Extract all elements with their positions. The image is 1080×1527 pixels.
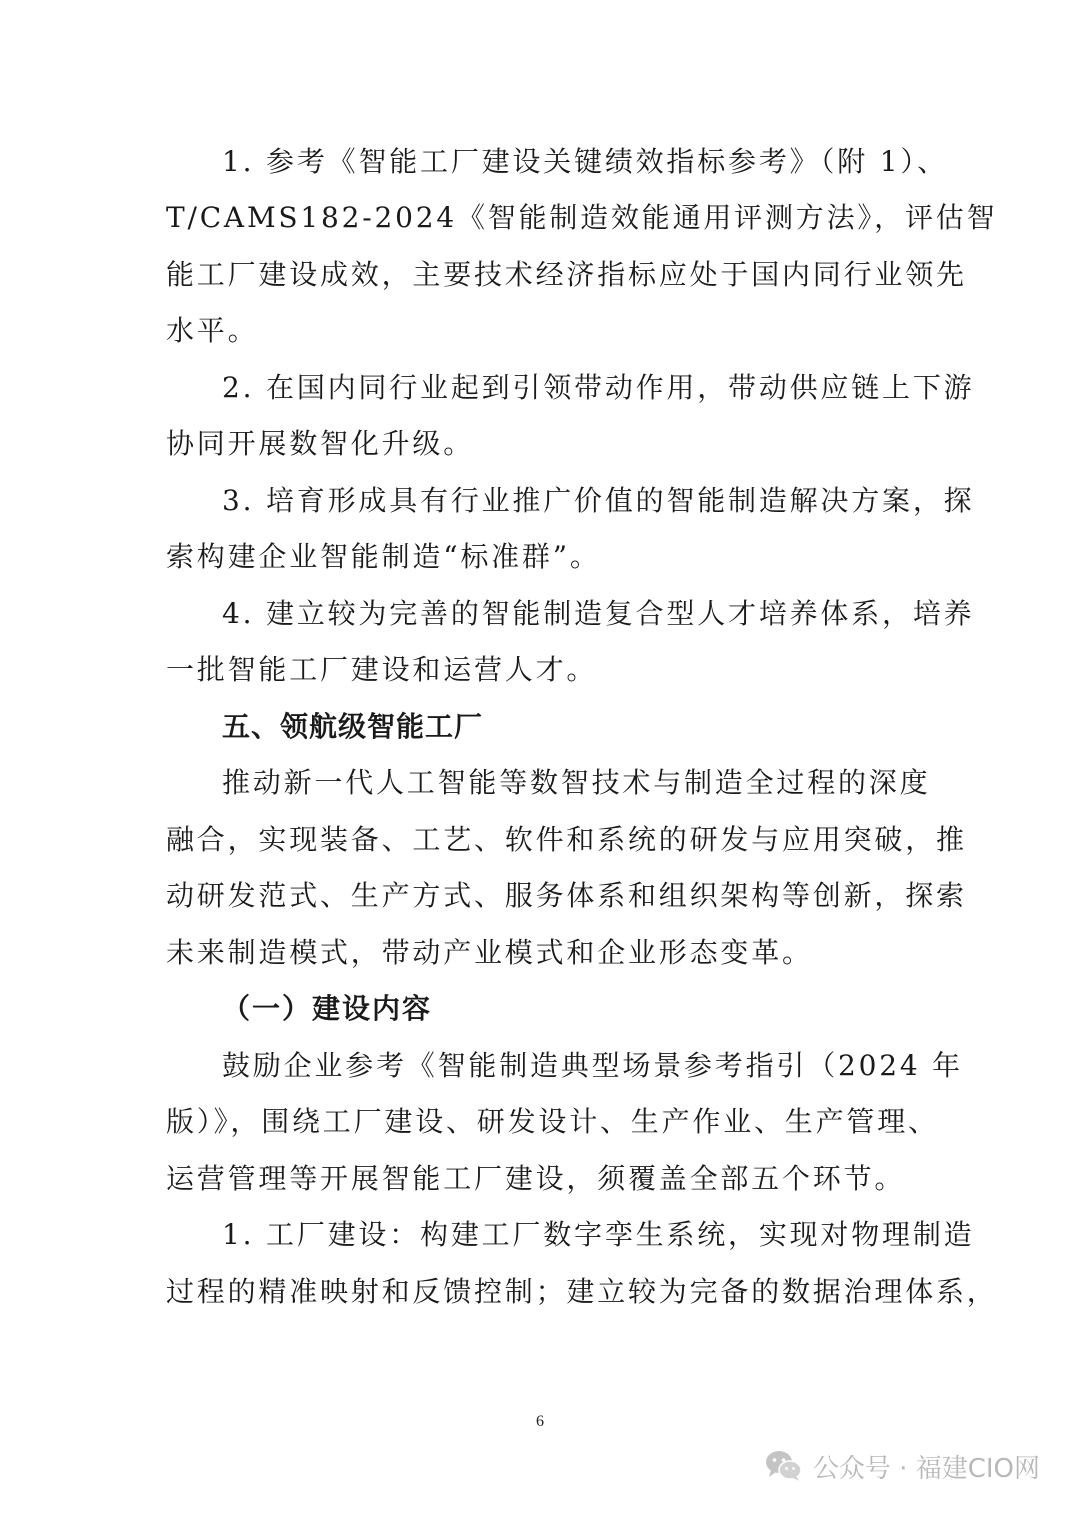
paragraph-line: 鼓励企业参考《智能制造典型场景参考指引（2024 年 — [222, 1049, 963, 1082]
watermark-text: 公众号 · 福建CIO网 — [812, 1453, 1040, 1484]
subsection-heading: （一）建设内容 — [222, 992, 433, 1025]
watermark — [765, 1446, 1040, 1486]
paragraph-line: 推动新一代人工智能等数智技术与制造全过程的深度 — [222, 766, 931, 799]
page-number: 6 — [536, 1413, 544, 1430]
section-heading: 五、领航级智能工厂 — [222, 710, 484, 743]
paragraph-line: 一批智能工厂建设和运营人才。 — [166, 653, 598, 686]
paragraph-line: 4. 建立较为完善的智能制造复合型人才培养体系，培养 — [222, 597, 975, 630]
paragraph-line: 版）》，围绕工厂建设、研发设计、生产作业、生产管理、 — [166, 1105, 939, 1138]
paragraph-line: 3. 培育形成具有行业推广价值的智能制造解决方案，探 — [222, 484, 975, 517]
paragraph-line: 融合，实现装备、工艺、软件和系统的研发与应用突破，推 — [166, 823, 967, 856]
paragraph-line: 1. 参考《智能工厂建设关键绩效指标参考》（附 1）、 — [222, 145, 948, 178]
paragraph-line: 未来制造模式，带动产业模式和企业形态变革。 — [166, 936, 813, 969]
paragraph-line: 运营管理等开展智能工厂建设，须覆盖全部五个环节。 — [166, 1162, 906, 1195]
wechat-icon — [765, 1449, 803, 1483]
paragraph-line: 动研发范式、生产方式、服务体系和组织架构等创新，探索 — [166, 879, 967, 912]
paragraph-line: 1. 工厂建设：构建工厂数字孪生系统，实现对物理制造 — [222, 1218, 975, 1251]
paragraph-line: 过程的精准映射和反馈控制；建立较为完备的数据治理体系， — [166, 1275, 998, 1308]
paragraph-line: 协同开展数智化升级。 — [166, 427, 475, 460]
paragraph-line: T/CAMS182-2024《智能制造效能通用评测方法》，评估智 — [166, 201, 998, 234]
paragraph-line: 索构建企业智能制造“标准群”。 — [166, 540, 601, 573]
paragraph-line: 能工厂建设成效，主要技术经济指标应处于国内同行业领先 — [166, 258, 967, 291]
paragraph-line: 2. 在国内同行业起到引领带动作用，带动供应链上下游 — [222, 371, 975, 404]
paragraph-line: 水平。 — [166, 314, 259, 347]
